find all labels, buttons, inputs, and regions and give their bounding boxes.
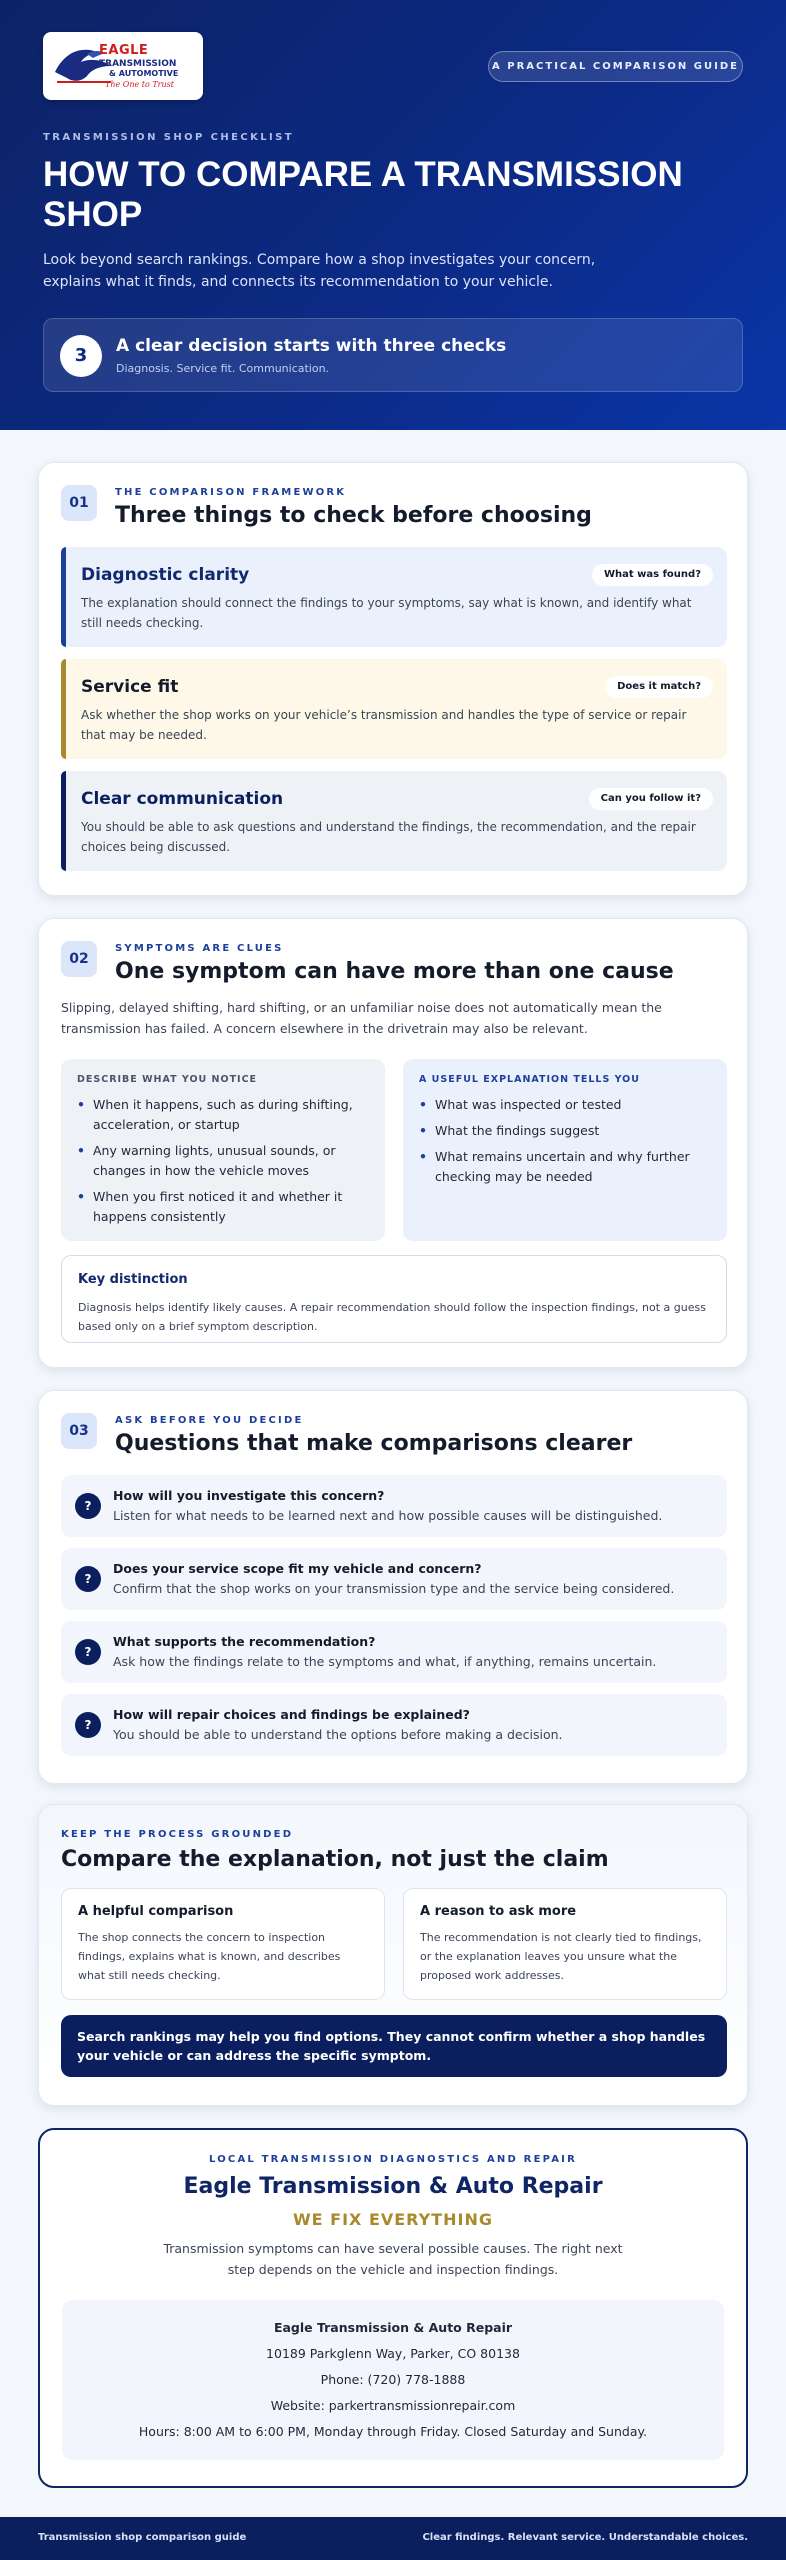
comparison-body: The shop connects the concern to inspection findings, explains what is known, and describes what still needs checking. bbox=[78, 1931, 341, 1982]
checks-subtitle: Diagnosis. Service fit. Communication. bbox=[116, 362, 330, 375]
describe-notice-panel bbox=[61, 1059, 385, 1241]
question-icon: ? bbox=[75, 1566, 101, 1592]
framework-accent-bar bbox=[61, 659, 66, 759]
framework-item-title: Diagnostic clarity bbox=[81, 565, 250, 585]
question-hint: Listen for what needs to be learned next and how possible causes will be distinguished. bbox=[113, 1508, 663, 1523]
section-title: One symptom can have more than one cause bbox=[115, 959, 674, 984]
contact-address[interactable]: 10189 Parkglenn Way, Parker, CO 80138 bbox=[266, 2346, 520, 2361]
framework-accent-bar bbox=[61, 547, 66, 647]
eagle-logo[interactable] bbox=[43, 32, 203, 100]
section-title: Questions that make comparisons clearer bbox=[115, 1431, 633, 1456]
shop-body: Transmission symptoms can have several possible causes. The right next step depends on the vehicle and inspection findings. bbox=[163, 2241, 623, 2277]
questions-card bbox=[38, 1390, 748, 1784]
section-number-badge: 01 bbox=[61, 485, 97, 521]
panel-heading: A USEFUL EXPLANATION TELLS YOU bbox=[419, 1074, 640, 1085]
framework-item-diagnostic-clarity bbox=[61, 547, 727, 647]
three-checks-banner bbox=[43, 318, 743, 392]
question-hint: Ask how the findings relate to the symptoms and what, if anything, remains uncertain. bbox=[113, 1654, 657, 1669]
question-text: How will repair choices and findings be explained? bbox=[113, 1707, 470, 1722]
question-icon: ? bbox=[75, 1493, 101, 1519]
contact-phone[interactable]: Phone: (720) 778-1888 bbox=[320, 2372, 466, 2387]
hero-banner bbox=[0, 0, 786, 430]
section-title: Three things to check before choosing bbox=[115, 503, 592, 528]
shop-kicker: LOCAL TRANSMISSION DIAGNOSTICS AND REPAIR bbox=[209, 2154, 577, 2165]
shop-name: Eagle Transmission & Auto Repair bbox=[183, 2174, 603, 2199]
question-text: Does your service scope fit my vehicle and concern? bbox=[113, 1561, 482, 1576]
shop-slogan: WE FIX EVERYTHING bbox=[293, 2210, 493, 2229]
shop-contact-panel bbox=[62, 2300, 724, 2460]
footer-right-text: Clear findings. Relevant service. Understandable choices. bbox=[422, 2532, 748, 2543]
comparison-framework-card bbox=[38, 462, 748, 896]
section-kicker: ASK BEFORE YOU DECIDE bbox=[115, 1415, 304, 1426]
helpful-comparison-box bbox=[61, 1888, 385, 2000]
framework-question-tag: Does it match? bbox=[605, 676, 713, 698]
page-footer bbox=[0, 2517, 786, 2560]
page-title: HOW TO COMPARE A TRANSMISSION SHOP bbox=[43, 155, 683, 234]
framework-item-desc: The explanation should connect the findings to your symptoms, say what is known, and identify what still needs checking. bbox=[81, 596, 692, 630]
framework-item-desc: You should be able to ask questions and understand the findings, the recommendation, and the repair choices being discussed. bbox=[81, 820, 696, 854]
list-item: • When it happens, such as during shifting, acceleration, or startup bbox=[77, 1095, 377, 1135]
question-icon: ? bbox=[75, 1639, 101, 1665]
key-distinction-box bbox=[61, 1255, 727, 1343]
comparison-body: The recommendation is not clearly tied to findings, or the explanation leaves you unsure what the proposed work addresses. bbox=[420, 1931, 702, 1982]
question-row bbox=[61, 1694, 727, 1756]
framework-item-title: Clear communication bbox=[81, 789, 284, 809]
list-item: • What remains uncertain and why further checking may be needed bbox=[419, 1147, 719, 1187]
contact-hours: Hours: 8:00 AM to 6:00 PM, Monday through Friday. Closed Saturday and Sunday. bbox=[138, 2424, 648, 2439]
contact-shop-name: Eagle Transmission & Auto Repair bbox=[273, 2320, 513, 2335]
contact-website[interactable]: Website: parkertransmissionrepair.com bbox=[270, 2398, 516, 2413]
question-text: What supports the recommendation? bbox=[113, 1634, 376, 1649]
key-distinction-body: Diagnosis helps identify likely causes. A repair recommendation should follow the inspection findings, not a guess based only on a brief symptom description. bbox=[78, 1301, 706, 1333]
framework-item-clear-communication bbox=[61, 771, 727, 871]
question-row bbox=[61, 1548, 727, 1610]
useful-explanation-panel bbox=[403, 1059, 727, 1241]
list-item: • Any warning lights, unusual sounds, or changes in how the vehicle moves bbox=[77, 1141, 377, 1181]
checks-count-badge: 3 bbox=[60, 335, 102, 377]
footer-left-text: Transmission shop comparison guide bbox=[38, 2532, 247, 2543]
framework-question-tag: Can you follow it? bbox=[589, 788, 713, 810]
hero-intro: Look beyond search rankings. Compare how a shop investigates your concern, explains what it finds, and connects its recommendation to your vehicle. bbox=[43, 252, 596, 290]
symptoms-card bbox=[38, 918, 748, 1368]
framework-item-title: Service fit bbox=[81, 677, 179, 697]
comparison-title: A reason to ask more bbox=[420, 1904, 577, 1919]
section-kicker: THE COMPARISON FRAMEWORK bbox=[115, 487, 347, 498]
logo-line-3: & AUTOMOTIVE bbox=[109, 69, 179, 78]
symptoms-body: Slipping, delayed shifting, hard shifting, or an unfamiliar noise does not automatically mean the transmission has failed. A concern elsewhere in the drivetrain may also be relevant. bbox=[61, 1000, 662, 1036]
question-text: How will you investigate this concern? bbox=[113, 1488, 385, 1503]
list-item: • When you first noticed it and whether it happens consistently bbox=[77, 1187, 377, 1227]
question-row bbox=[61, 1621, 727, 1683]
question-row bbox=[61, 1475, 727, 1537]
section-kicker: KEEP THE PROCESS GROUNDED bbox=[61, 1829, 294, 1840]
notice-list bbox=[77, 1095, 377, 1233]
panel-heading: DESCRIBE WHAT YOU NOTICE bbox=[77, 1074, 258, 1085]
reason-to-ask-box bbox=[403, 1888, 727, 2000]
key-distinction-title: Key distinction bbox=[78, 1272, 188, 1287]
checks-title: A clear decision starts with three checks bbox=[116, 336, 507, 356]
framework-accent-bar bbox=[61, 771, 66, 871]
question-icon: ? bbox=[75, 1712, 101, 1738]
section-number-badge: 03 bbox=[61, 1413, 97, 1449]
framework-item-service-fit bbox=[61, 659, 727, 759]
shop-info-card bbox=[38, 2128, 748, 2488]
comparison-title: A helpful comparison bbox=[78, 1904, 234, 1919]
list-item: • What was inspected or tested bbox=[419, 1095, 719, 1115]
framework-question-tag: What was found? bbox=[592, 564, 713, 586]
guide-pill: A PRACTICAL COMPARISON GUIDE bbox=[488, 51, 743, 82]
logo-line-1: EAGLE bbox=[99, 43, 149, 58]
useful-list bbox=[419, 1095, 719, 1193]
hero-eyebrow: TRANSMISSION SHOP CHECKLIST bbox=[43, 132, 294, 143]
logo-line-2: TRANSMISSION bbox=[99, 59, 177, 69]
section-kicker: SYMPTOMS ARE CLUES bbox=[115, 943, 284, 954]
logo-tagline: The One to Trust bbox=[105, 80, 174, 89]
question-hint: You should be able to understand the options before making a decision. bbox=[113, 1727, 563, 1742]
framework-item-desc: Ask whether the shop works on your vehicle’s transmission and handles the type of service or repair that may be needed. bbox=[81, 708, 687, 742]
list-item: • What the findings suggest bbox=[419, 1121, 719, 1141]
section-title: Compare the explanation, not just the claim bbox=[61, 1847, 609, 1872]
question-hint: Confirm that the shop works on your transmission type and the service being considered. bbox=[113, 1581, 675, 1596]
section-number-badge: 02 bbox=[61, 941, 97, 977]
grounded-process-card bbox=[38, 1804, 748, 2106]
search-rankings-note: Search rankings may help you find options. They cannot confirm whether a shop handles your vehicle or can address the specific symptom. bbox=[61, 2015, 727, 2077]
